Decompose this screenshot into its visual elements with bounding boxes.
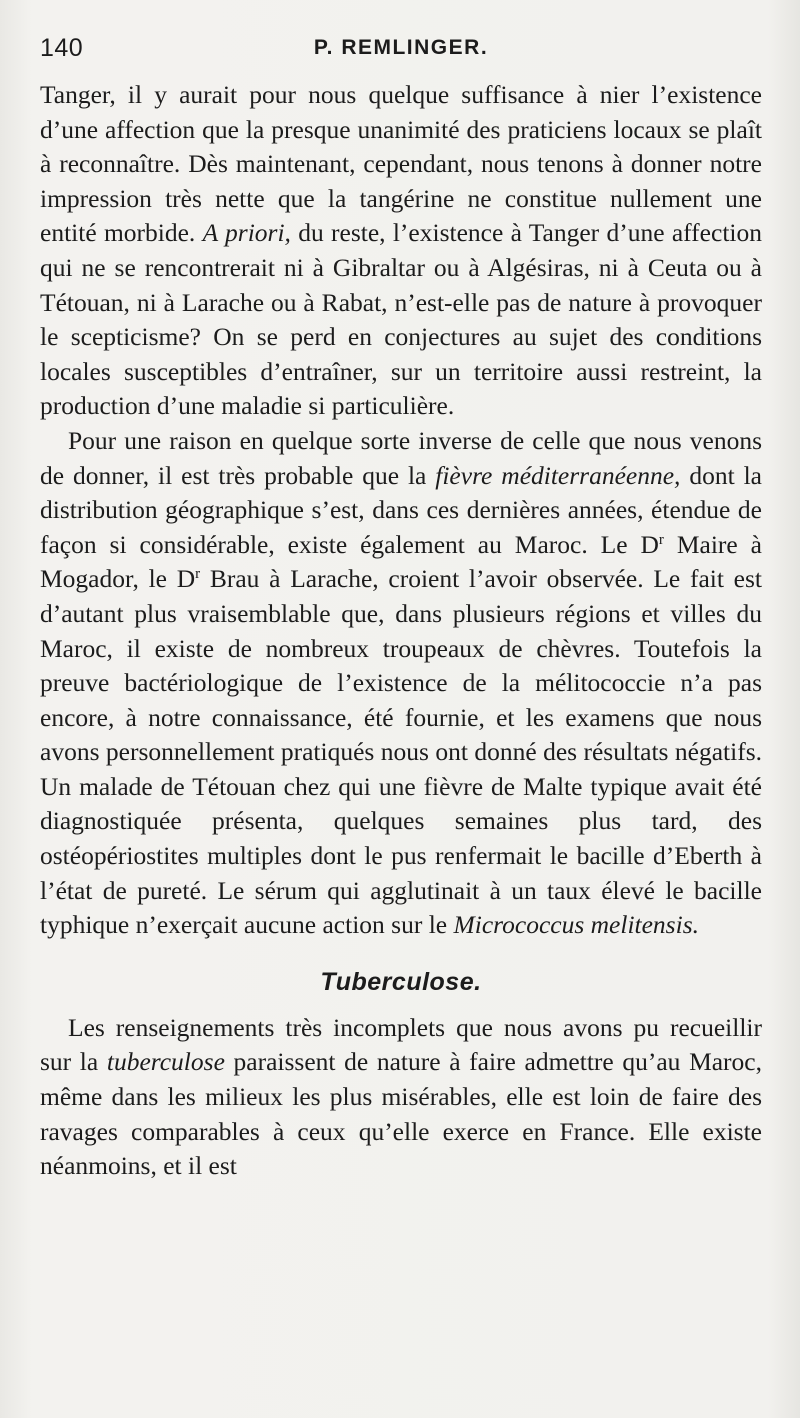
page-number: 140 bbox=[40, 34, 84, 62]
italic-term: tuberculose bbox=[106, 1047, 225, 1077]
paragraph-text: Pour une raison en quelque sorte inverse de celle que nous venons de donner, il est très probable que la bbox=[40, 425, 762, 490]
italic-term: Micrococcus melitensis. bbox=[453, 910, 699, 940]
section-heading-tuberculose: Tuberculose. bbox=[320, 967, 482, 996]
running-header bbox=[40, 34, 762, 68]
paragraph-text: du reste, l’existence à Tanger d’une affection qui ne se rencontrerait ni à Gibraltar ou à Algésiras, ni à Ceuta ou à Tétouan, ni à Larache ou à Rabat, n’est-elle pas de nature à provoquer le scepticisme? On se perd en conjectures au sujet des conditions locales susceptibles d’entraîner, sur un territoire aussi restreint, la production d’une maladie si particulière. bbox=[40, 218, 762, 421]
body-text bbox=[40, 78, 762, 1184]
paragraph-text: Les renseignements très incomplets que nous avons pu recueillir sur la bbox=[40, 1012, 762, 1077]
paragraph-mediterranean-fever bbox=[40, 424, 762, 943]
paragraph-text: Tanger, il y aurait pour nous quelque suffisance à nier l’existence d’une affection que la presque unanimité des praticiens locaux se plaît à reconnaître. Dès maintenant, cependant, nous tenons à donner notre impression très nette que la tangérine ne constitue nullement une entité morbide. bbox=[40, 80, 762, 248]
paragraph-text: Maire à Mogador, le D bbox=[40, 529, 762, 594]
italic-term: A priori, bbox=[202, 218, 291, 248]
paragraph-tuberculosis bbox=[40, 1011, 762, 1184]
superscript-abbrev: r bbox=[658, 531, 664, 548]
superscript-abbrev: r bbox=[195, 566, 201, 583]
paragraph-text: dont la distribution géographique s’est, dans ces dernières années, étendue de façon si considérable, existe également au Maroc. Le D bbox=[40, 460, 762, 559]
italic-term: fièvre méditerranéenne, bbox=[435, 460, 681, 490]
paragraph-text: Brau à Larache, croient l’avoir observée. Le fait est d’autant plus vraisemblable que, dans plusieurs régions et villes du Maroc, il existe de nombreux troupeaux de chèvres. Toutefois la preuve bactériologique de l’existence de la mélitococcie n’a pas encore, à notre connaissance, été fournie, et les examens que nous avons personnellement pratiqués nous ont donné des résultats négatifs. Un malade de Tétouan chez qui une fièvre de Malte typique avait été diagnostiquée présenta, quelques semaines plus tard, des ostéopériostites multiples dont le pus renfermait le bacille d’Eberth à l’état de pureté. Le sérum qui agglutinait à un taux élevé le bacille typhique n’exerçait aucune action sur le bbox=[40, 564, 762, 940]
paragraph-tangerine bbox=[40, 78, 762, 424]
running-title: P. REMLINGER. bbox=[313, 36, 489, 59]
paragraph-text: paraissent de nature à faire admettre qu’au Maroc, même dans les milieux les plus misérables, elle est loin de faire des ravages comparables à ceux qu’elle exerce en France. Elle existe néanmoins, et il est bbox=[40, 1047, 762, 1181]
